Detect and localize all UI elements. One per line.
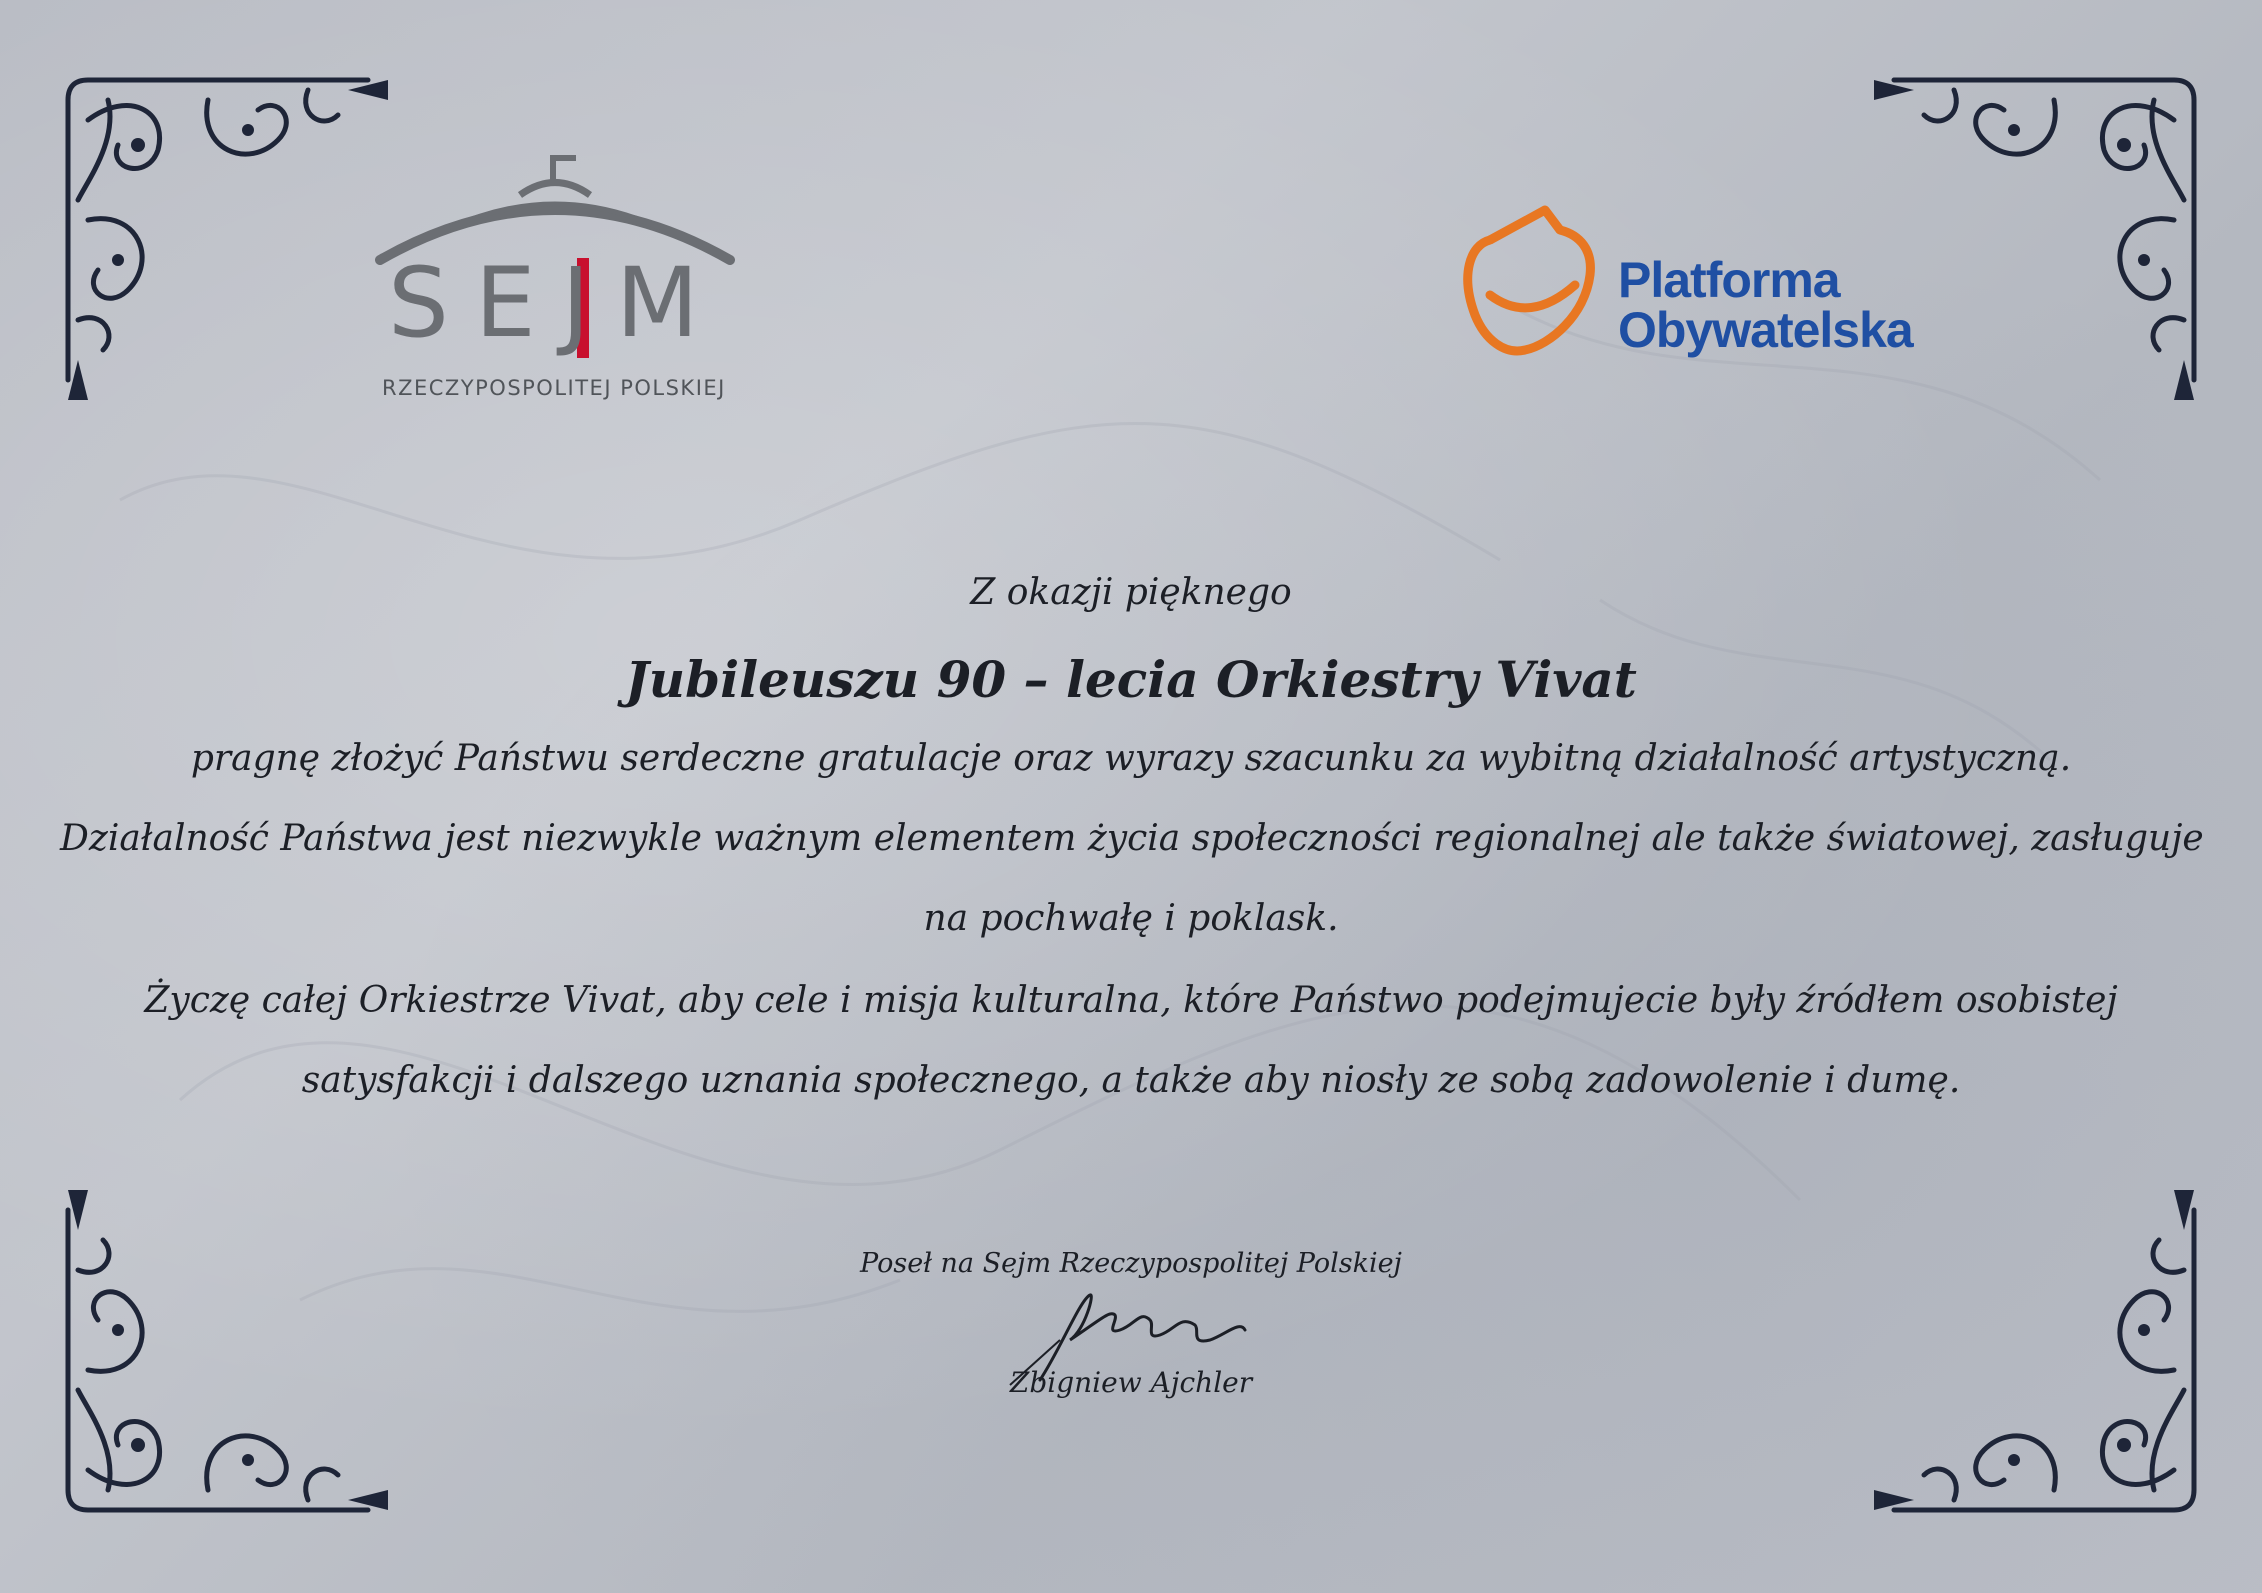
corner-ornament-bottom-left — [48, 1190, 388, 1530]
po-wordmark-line2: Obywatelska — [1618, 302, 1913, 358]
signatory-name: Zbigniew Ajchler — [1009, 1366, 1253, 1399]
sejm-subtitle: RZECZYPOSPOLITEJ POLSKIEJ — [382, 376, 726, 400]
sejm-logo — [370, 140, 740, 420]
sejm-wordmark: SEJM — [388, 247, 725, 359]
platforma-obywatelska-logo — [1450, 205, 1970, 375]
letter-line: satysfakcji i dalszego uznania społecznego, a także aby niosły ze sobą zadowolenie i dumę. — [301, 1060, 1961, 1101]
letter-line: Życzę całej Orkiestrze Vivat, aby cele i misja kulturalna, które Państwo podejmujecie były źródłem osobistej — [144, 980, 2118, 1021]
signatory-title: Poseł na Sejm Rzeczypospolitej Polskiej — [860, 1248, 1402, 1279]
letter-headline: Jubileuszu 90 – lecia Orkiestry Vivat — [625, 650, 1637, 709]
po-heart-icon — [1450, 205, 1610, 365]
corner-ornament-top-left — [48, 60, 388, 400]
letter-line: pragnę złożyć Państwu serdeczne gratulacje oraz wyrazy szacunku za wybitną działalność artystyczną. — [190, 738, 2072, 779]
po-wordmark-line1: Platforma — [1618, 252, 1840, 308]
letter-intro: Z okazji pięknego — [970, 572, 1292, 613]
corner-ornament-bottom-right — [1874, 1190, 2214, 1530]
letter-line: Działalność Państwa jest niezwykle ważnym elementem życia społeczności regionalnej ale także światowej, zasługuje — [60, 818, 2204, 859]
letter-line: na pochwałę i poklask. — [923, 898, 1339, 939]
